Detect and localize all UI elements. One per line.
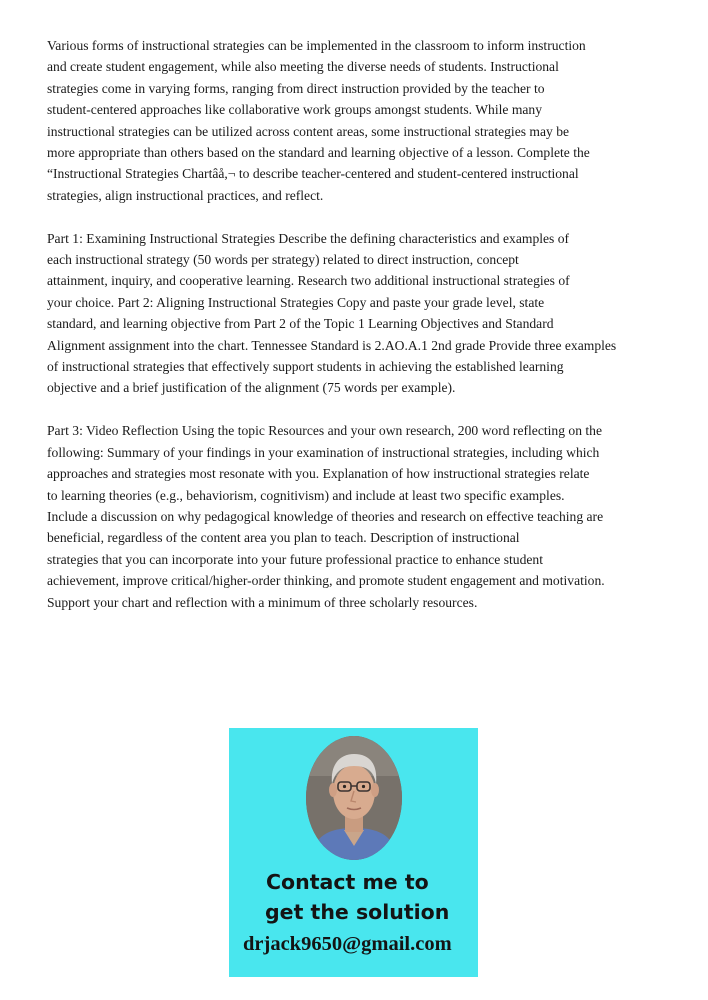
avatar — [306, 736, 402, 860]
text-line: strategies, align instructional practices, and reflect. — [47, 187, 324, 203]
contact-heading-line-2: get the solution — [265, 900, 450, 924]
contact-promo-banner — [229, 728, 478, 977]
text-line: to learning theories (e.g., behaviorism, cognitivism) and include at least two specific examples. — [47, 487, 565, 503]
paragraph-part-1-2 — [47, 228, 667, 399]
text-line: Support your chart and reflection with a minimum of three scholarly resources. — [47, 594, 478, 610]
text-line: approaches and strategies most resonate with you. Explanation of how instructional strategies relate — [47, 466, 590, 482]
text-line: “Instructional Strategies Chartâå,¬ to describe teacher-centered and student-centered instructional — [47, 166, 579, 182]
contact-email: drjack9650@gmail.com — [243, 933, 452, 955]
text-line: achievement, improve critical/higher-order thinking, and promote student engagement and motivation. — [47, 573, 605, 589]
text-line: objective and a brief justification of the alignment (75 words per example). — [47, 380, 456, 396]
text-line: beneficial, regardless of the content area you plan to teach. Description of instructional — [47, 530, 520, 546]
text-line: strategies come in varying forms, ranging from direct instruction provided by the teacher to — [47, 80, 545, 96]
text-line: following: Summary of your findings in your examination of instructional strategies, including which — [47, 444, 600, 460]
paragraph-part-3 — [47, 420, 667, 613]
text-line: attainment, inquiry, and cooperative learning. Research two additional instructional strategies of — [47, 273, 570, 289]
text-line: your choice. Part 2: Aligning Instructional Strategies Copy and paste your grade level, state — [47, 294, 545, 310]
text-line: and create student engagement, while also meeting the diverse needs of students. Instructional — [47, 59, 559, 75]
contact-heading-line-1: Contact me to — [266, 870, 429, 894]
text-line: strategies that you can incorporate into your future professional practice to enhance student — [47, 551, 543, 567]
text-line: standard, and learning objective from Part 2 of the Topic 1 Learning Objectives and Standard — [47, 316, 554, 332]
text-line: Various forms of instructional strategies can be implemented in the classroom to inform instruction — [47, 38, 586, 53]
paragraph-intro — [47, 35, 667, 206]
text-line: more appropriate than others based on the standard and learning objective of a lesson. Complete the — [47, 145, 590, 161]
text-line: Part 1: Examining Instructional Strategies Describe the defining characteristics and examples of — [47, 230, 570, 246]
text-line: of instructional strategies that effectively support students in achieving the established learning — [47, 359, 564, 375]
document-body — [47, 35, 667, 634]
text-line: Include a discussion on why pedagogical knowledge of theories and research on effective teaching are — [47, 508, 604, 524]
text-line: each instructional strategy (50 words per strategy) related to direct instruction, concept — [47, 252, 519, 268]
portrait-image — [306, 736, 402, 860]
text-line: instructional strategies can be utilized across content areas, some instructional strategies may be — [47, 123, 570, 139]
text-line: student-centered approaches like collaborative work groups amongst students. While many — [47, 102, 543, 118]
text-line: Alignment assignment into the chart. Tennessee Standard is 2.AO.A.1 2nd grade Provide three examples — [47, 337, 617, 353]
text-line: Part 3: Video Reflection Using the topic Resources and your own research, 200 word reflecting on the — [47, 423, 602, 439]
